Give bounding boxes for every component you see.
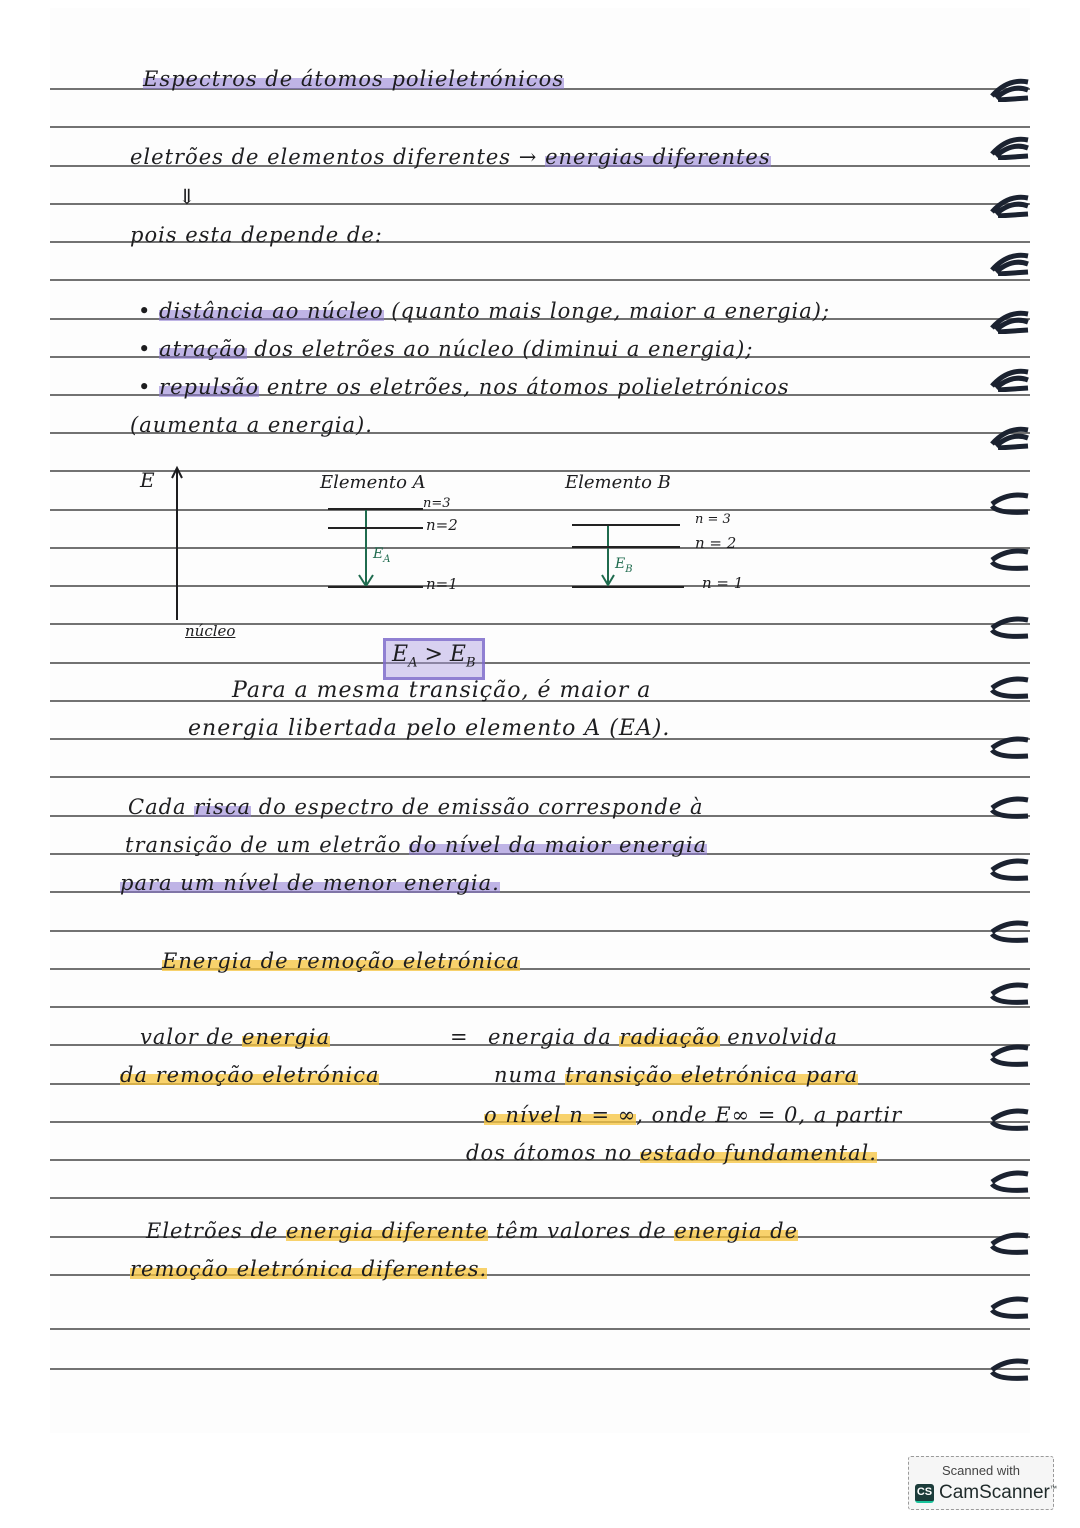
spiral-ring-icon <box>988 1294 1030 1320</box>
spiral-ring-icon <box>988 674 1030 700</box>
spiral-ring-icon <box>988 734 1030 760</box>
spiral-ring-icon <box>988 1356 1030 1382</box>
camscanner-watermark: Scanned with CS CamScanner™ <box>908 1456 1054 1510</box>
level-label: n=1 <box>426 575 458 593</box>
spiral-ring-icon <box>988 980 1030 1006</box>
definition-right-3: o nível n = ∞, onde E∞ = 0, a partir <box>484 1103 903 1127</box>
spiral-ring-icon <box>988 134 1030 160</box>
spiral-ring-icon <box>988 1168 1030 1194</box>
level-line <box>572 586 684 588</box>
spiral-ring-icon <box>988 1230 1030 1256</box>
statement-line: eletrões de elementos diferentes → energias diferentes <box>130 145 771 169</box>
bullet-item: • atração dos eletrões ao núcleo (diminui a energia); <box>138 337 754 361</box>
energy-comparison-box: $E_A > E_B$ <box>383 638 485 680</box>
spiral-ring-icon <box>988 192 1030 218</box>
final-line-2: remoção eletrónica diferentes. <box>130 1257 488 1281</box>
level-line <box>328 527 423 529</box>
level-line <box>572 546 680 548</box>
nucleus-label: núcleo <box>185 622 236 640</box>
spiral-ring-icon <box>988 794 1030 820</box>
level-label: n = 3 <box>695 512 731 527</box>
spiral-ring-icon <box>988 856 1030 882</box>
level-label: n=2 <box>426 516 458 534</box>
element-a-title: Elemento A <box>320 472 426 493</box>
paragraph-line: para um nível de menor energia. <box>120 871 500 895</box>
section-title: Energia de remoção eletrónica <box>162 949 521 973</box>
bullet-item: • distância ao núcleo (quanto mais longe, maior a energia); <box>138 299 831 323</box>
definition-right-4: dos átomos no estado fundamental. <box>466 1141 877 1165</box>
paragraph-line: Cada risca do espectro de emissão corresponde à <box>128 795 704 819</box>
spiral-ring-icon <box>988 366 1030 392</box>
paragraph-line: transição de um eletrão do nível da maior energia <box>125 833 708 857</box>
energy-axis-label: E <box>140 468 155 492</box>
spiral-ring-icon <box>988 1106 1030 1132</box>
energy-b-label: $E_B$ <box>615 556 633 575</box>
definition-right-2: numa transição eletrónica para <box>494 1063 859 1087</box>
level-label: n = 1 <box>702 574 744 592</box>
depends-line: pois esta depende de: <box>130 223 383 247</box>
definition-left-2: da remoção eletrónica <box>120 1063 380 1087</box>
spiral-ring-icon <box>988 1042 1030 1068</box>
spiral-ring-icon <box>988 308 1030 334</box>
spiral-ring-icon <box>988 546 1030 572</box>
spiral-ring-icon <box>988 76 1030 102</box>
page-title: Espectros de átomos polieletrónicos <box>143 67 565 91</box>
definition-right-1: energia da radiação envolvida <box>488 1025 838 1049</box>
bullet-item: • repulsão entre os eletrões, nos átomos polieletrónicos <box>138 375 790 399</box>
bullet-continuation: (aumenta a energia). <box>130 413 373 437</box>
final-line-1: Eletrões de energia diferente têm valores de energia de <box>146 1219 799 1243</box>
arrow-right-icon: → <box>518 145 538 169</box>
element-b-title: Elemento B <box>565 472 671 493</box>
definition-equals: = <box>450 1025 469 1049</box>
energy-axis-icon <box>130 460 830 645</box>
energy-a-label: $E_A$ <box>373 546 391 565</box>
level-label: n=3 <box>423 496 451 511</box>
camscanner-logo-icon: CS <box>915 1484 934 1503</box>
spiral-ring-icon <box>988 490 1030 516</box>
implies-arrow-icon: ⇓ <box>178 185 197 209</box>
spiral-ring-icon <box>988 424 1030 450</box>
conclusion-line-2: energia libertada pelo elemento A (EA). <box>188 716 671 741</box>
spiral-ring-icon <box>988 250 1030 276</box>
level-line <box>328 586 423 588</box>
level-label: n = 2 <box>695 534 737 552</box>
definition-left-1: valor de energia <box>140 1025 331 1049</box>
spiral-ring-icon <box>988 614 1030 640</box>
conclusion-line-1: Para a mesma transição, é maior a <box>232 678 652 703</box>
energy-level-diagram <box>130 460 830 645</box>
level-line <box>328 508 423 510</box>
spiral-ring-icon <box>988 918 1030 944</box>
level-line <box>572 524 680 526</box>
